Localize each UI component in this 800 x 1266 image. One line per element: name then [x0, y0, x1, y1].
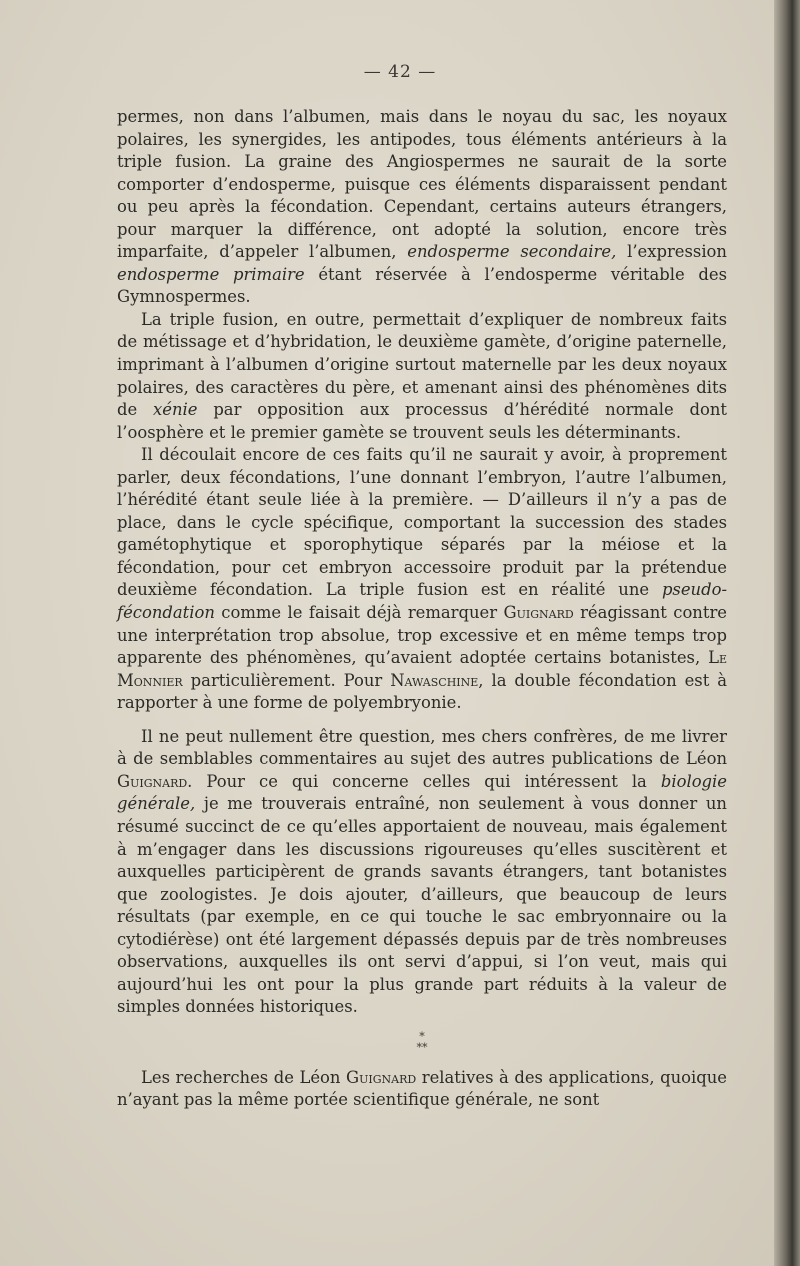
section-separator [117, 1031, 727, 1053]
body-text [117, 106, 727, 1112]
final-paragraph [117, 1067, 727, 1112]
text-run: je me trouverais entraîné, non seulement à vous donner un résumé succinct de ce qu’elles apportaient de nouveau, mais également à m’engager dans les discussions rigoureuses qu’elles suscitèrent et auxquelles participèrent de grands savants étrangers, tant botanistes que zoologistes. Je dois ajouter, d’ailleurs, que beaucoup de leurs résultats (par exemple, en ce qui touche le sac embryonnaire ou la cytodiérèse) ont été largement dépassés depuis par de très nombreuses observations, auxquelles ils ont servi d’appui, si l’on veut, mais qui aujourd’hui les ont pour la plus grande part réduits à la valeur de simples données historiques. [117, 794, 727, 1017]
text-run: étant réservée à l’endosperme véritable des Gymnospermes. [117, 264, 727, 307]
italic-term: endosperme secondaire, [407, 242, 617, 262]
author-name: Le Monnier [117, 648, 727, 690]
text-run: Les recherches de Léon [141, 1067, 347, 1087]
text-run: La triple fusion, en outre, permettait d’expliquer de nombreux faits de métissage et d’hybridation, le deuxième gamète, d’origine paternelle, imprimant à l’albumen d’origine surtout maternelle par les deux noyaux polaires, des caractères du père, et amenant ainsi des phénomènes dits de [117, 309, 727, 420]
text-run: par opposition aux processus d’hérédité normale dont l’oosphère et le premier gamète se trouvent seuls les déterminants. [117, 400, 728, 442]
italic-term: endosperme primaire [117, 264, 305, 284]
author-name: Nawaschine [390, 670, 479, 690]
author-name: Guignard [117, 771, 188, 791]
text-run: relatives à des applications, quoique n’ayant pas la même portée scientifique générale, ne sont [117, 1067, 727, 1110]
text-run: réagissant contre une interprétation trop absolue, trop excessive et en même temps trop apparente des phénomènes, qu’avaient adoptée certains botanistes, [117, 603, 727, 668]
paragraph [117, 106, 727, 309]
page-number: — 42 — [363, 62, 437, 82]
separator-star-bottom: ** [416, 1040, 428, 1054]
text-run: particulièrement. Pour [182, 670, 391, 690]
separator-star-top: * [419, 1029, 425, 1043]
paragraph [117, 309, 727, 444]
text-run: l’expression [616, 242, 727, 262]
italic-term: biologie générale, [117, 771, 727, 814]
text-run: Il ne peut nullement être question, mes chers confrères, de me livrer à de semblables commentaires au sujet des autres publications de Léon [117, 726, 727, 769]
text-run: . Pour ce qui concerne celles qui intéressent la [187, 771, 661, 791]
author-name: Guignard [346, 1067, 417, 1087]
paragraph [117, 726, 727, 1019]
text-run: permes, non dans l’albumen, mais dans le noyau du sac, les noyaux polaires, les synergides, les antipodes, tous éléments antérieurs à la triple fusion. La graine des Angiospermes ne saurait de la sorte comporter d’endosperme, puisque ces éléments disparaissent pendant ou peu après la fécondation. Cependant, certains auteurs étrangers, pour marquer la différence, ont adopté la solution, encore très imparfaite, d’appeler l’albumen, [117, 107, 727, 262]
italic-term: xénie [153, 400, 198, 420]
italic-term: pseudo-fécondation [117, 580, 727, 623]
text-run: , la double fécondation est à rapporter à une forme de polyembryonie. [117, 670, 728, 713]
page-binding-edge [774, 0, 800, 1266]
text-run: Il découlait encore de ces faits qu’il ne saurait y avoir, à proprement parler, deux fécondations, l’une donnant l’embryon, l’autre l’albumen, l’hérédité étant seule liée à la première. — D’ailleurs il n’y a pas de place, dans le cycle spécifique, comportant la succession des stades gamétophytique et sporophytique séparés par la méiose et la fécondation, pour cet embryon accessoire produit par la prétendue deuxième fécondation. La triple fusion est en réalité une [117, 445, 727, 600]
text-run: comme le faisait déjà remarquer [214, 603, 504, 623]
paragraph [117, 444, 727, 715]
author-name: Guignard [503, 603, 574, 623]
